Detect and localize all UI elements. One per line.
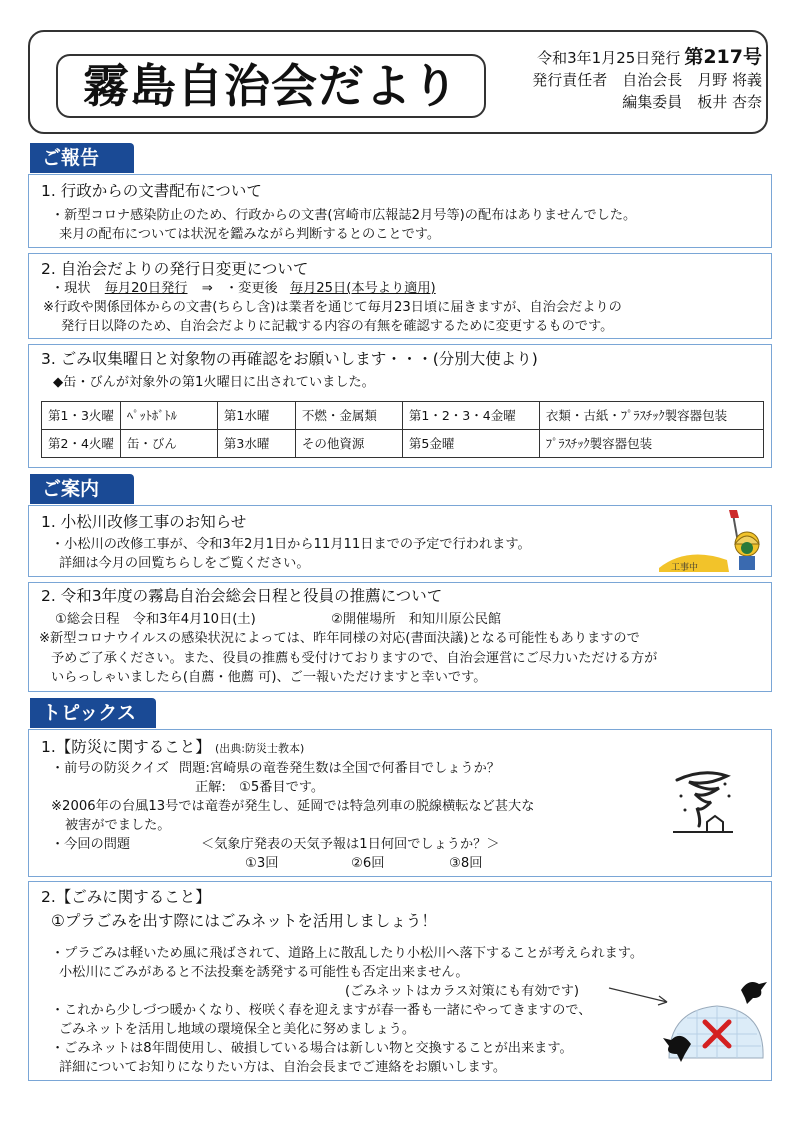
next-quiz-question: ＜気象庁発表の天気予報は1日何回でしょうか？＞: [201, 837, 500, 852]
section-tab-guide: ご案内: [30, 474, 134, 504]
guide-general-meeting: [28, 582, 772, 692]
topic2-line5: ・ごみネットは8年間使用し、破損している場合は新しい物と交換することが出来ます。: [51, 1041, 573, 1056]
topic2-line6: 詳細についてお知りになりたい方は、自治会長までご連絡をお願いします。: [59, 1060, 507, 1075]
table-cell: 不燃・金属類: [295, 402, 402, 430]
topic2-subheading: ①プラごみを出す際にはごみネットを活用しましょう！: [51, 912, 437, 930]
publisher: 発行責任者 自治会長 月野 将義: [532, 71, 762, 89]
table-row: [42, 430, 764, 458]
tornado-icon: [667, 766, 739, 842]
table-row: [42, 402, 764, 430]
editor: 編集委員 板井 杏奈: [622, 93, 762, 111]
topic1-source: (出典:防災士教本): [215, 742, 305, 755]
quiz-option: ①3回: [245, 856, 279, 871]
garbage-schedule-table: [41, 401, 764, 458]
newsletter-title: 霧島自治会だより: [56, 54, 486, 118]
report1-heading: 1. 行政からの文書配布について: [41, 182, 262, 200]
quiz-answer: 正解: ①5番目です。: [195, 780, 325, 795]
construction-worker-icon: [657, 508, 769, 576]
current-value: 毎月20日発行: [104, 281, 188, 296]
report3-line1: ◆缶・びんが対象外の第1火曜日に出されていました。: [53, 375, 375, 390]
garbage-net-crow-icon: [607, 974, 769, 1074]
guide2-note2: 予めご了承ください。また、役員の推薦も受付けておりますので、自治会運営にご尽力いただける方が: [51, 651, 658, 666]
topic-garbage-net: [28, 881, 772, 1081]
report-issue-date-change: [28, 253, 772, 339]
masthead-meta: [500, 46, 762, 113]
report-garbage-schedule: [28, 344, 772, 468]
topic-disaster-prevention: [28, 729, 772, 877]
quiz-label: ・前号の防災クイズ: [51, 761, 169, 776]
construction-sign-text: 工事中: [671, 563, 699, 573]
topic2-line4: ごみネットを活用し地域の環境保全と美化に努めましょう。: [59, 1022, 416, 1037]
report2-change-row: [51, 279, 436, 298]
current-label: ・現状: [51, 281, 91, 296]
guide2-note3: いらっしゃいましたら(自薦・他薦 可)、ご一報いただけますと幸いです。: [51, 670, 487, 685]
topic2-heading: 2.【ごみに関すること】: [41, 888, 211, 906]
guide1-heading: 1. 小松川改修工事のお知らせ: [41, 513, 247, 531]
guide2-note1: ※新型コロナウイルスの感染状況によっては、昨年同様の対応(書面決議)となる可能性もありますので: [39, 631, 640, 646]
meeting-date: ①総会日程 令和3年4月10日(土): [55, 612, 256, 627]
table-cell: 第1・2・3・4金曜: [402, 402, 539, 430]
changed-value: 毎月25日(本号より適用): [289, 281, 436, 296]
masthead: [28, 30, 768, 134]
table-cell: 第2・4火曜: [42, 430, 121, 458]
table-cell: 第1・3火曜: [42, 402, 121, 430]
topic2-line2: 小松川にごみがあると不法投棄を誘発する可能性も否定出来ません。: [59, 965, 469, 980]
arrow-icon: ⇒: [201, 281, 213, 296]
quiz-option: ②6回: [351, 856, 385, 871]
table-cell: 第1水曜: [217, 402, 295, 430]
next-quiz-label: ・今回の問題: [51, 837, 131, 852]
topic2-line3: ・これから少しづつ暖かくなり、桜咲く春を迎えますが春一番も一諸にやってきますので、: [51, 1003, 592, 1018]
topic2-callout: (ごみネットはカラス対策にも有効です): [345, 984, 580, 999]
issue-number: 第217号: [684, 46, 762, 68]
changed-label: ・変更後: [224, 281, 278, 296]
table-cell: 第5金曜: [402, 430, 539, 458]
guide2-heading: 2. 令和3年度の霧島自治会総会日程と役員の推薦について: [41, 587, 443, 605]
report2-note1: ※行政や関係団体からの文書(ちらし含)は業者を通じて毎月23日頃に届きますが、自治会だよりの: [43, 300, 622, 315]
table-cell: ﾌﾟﾗｽﾁｯｸ製容器包装: [539, 430, 763, 458]
guide1-line2: 詳細は今月の回覧ちらしをご覧ください。: [59, 556, 310, 571]
quiz-option: ③8回: [449, 856, 483, 871]
issue-date: 令和3年1月25日発行: [537, 49, 681, 67]
table-cell: 缶・びん: [120, 430, 217, 458]
table-cell: ﾍﾟｯﾄﾎﾞﾄﾙ: [120, 402, 217, 430]
guide-river-construction: [28, 505, 772, 577]
report2-heading: 2. 自治会だよりの発行日変更について: [41, 260, 309, 278]
report-admin-docs: [28, 174, 772, 248]
section-tab-report: ご報告: [30, 143, 134, 173]
quiz-question: 問題:宮崎県の竜巻発生数は全国で何番目でしょうか？: [179, 761, 500, 776]
topic1-heading: 1.【防災に関すること】: [41, 738, 211, 756]
topic1-note2: 被害がでました。: [65, 818, 171, 833]
meeting-place: ②開催場所 和知川原公民館: [331, 612, 502, 627]
guide1-line1: ・小松川の改修工事が、令和3年2月1日から11月11日までの予定で行われます。: [51, 537, 531, 552]
section-tab-topics: トピックス: [30, 698, 156, 728]
topic1-note1: ※2006年の台風13号では竜巻が発生し、延岡では特急列車の脱線横転など甚大な: [51, 799, 535, 814]
report1-line2: 来月の配布については状況を鑑みながら判断するとのことです。: [59, 227, 441, 242]
report3-heading: 3. ごみ収集曜日と対象物の再確認をお願いします・・・(分別大使より): [41, 350, 538, 368]
report1-line1: ・新型コロナ感染防止のため、行政からの文書(宮崎市広報誌2月号等)の配布はありませんでした。: [51, 208, 637, 223]
topic1-heading-row: [41, 736, 304, 758]
table-cell: その他資源: [295, 430, 402, 458]
topic2-line1: ・プラごみは軽いため風に飛ばされて、道路上に散乱したり小松川へ落下することが考えられます。: [51, 946, 644, 961]
report2-note2: 発行日以降のため、自治会だよりに記載する内容の有無を確認するために変更するものです。: [61, 319, 614, 334]
table-cell: 衣類・古紙・ﾌﾟﾗｽﾁｯｸ製容器包装: [539, 402, 763, 430]
table-cell: 第3水曜: [217, 430, 295, 458]
